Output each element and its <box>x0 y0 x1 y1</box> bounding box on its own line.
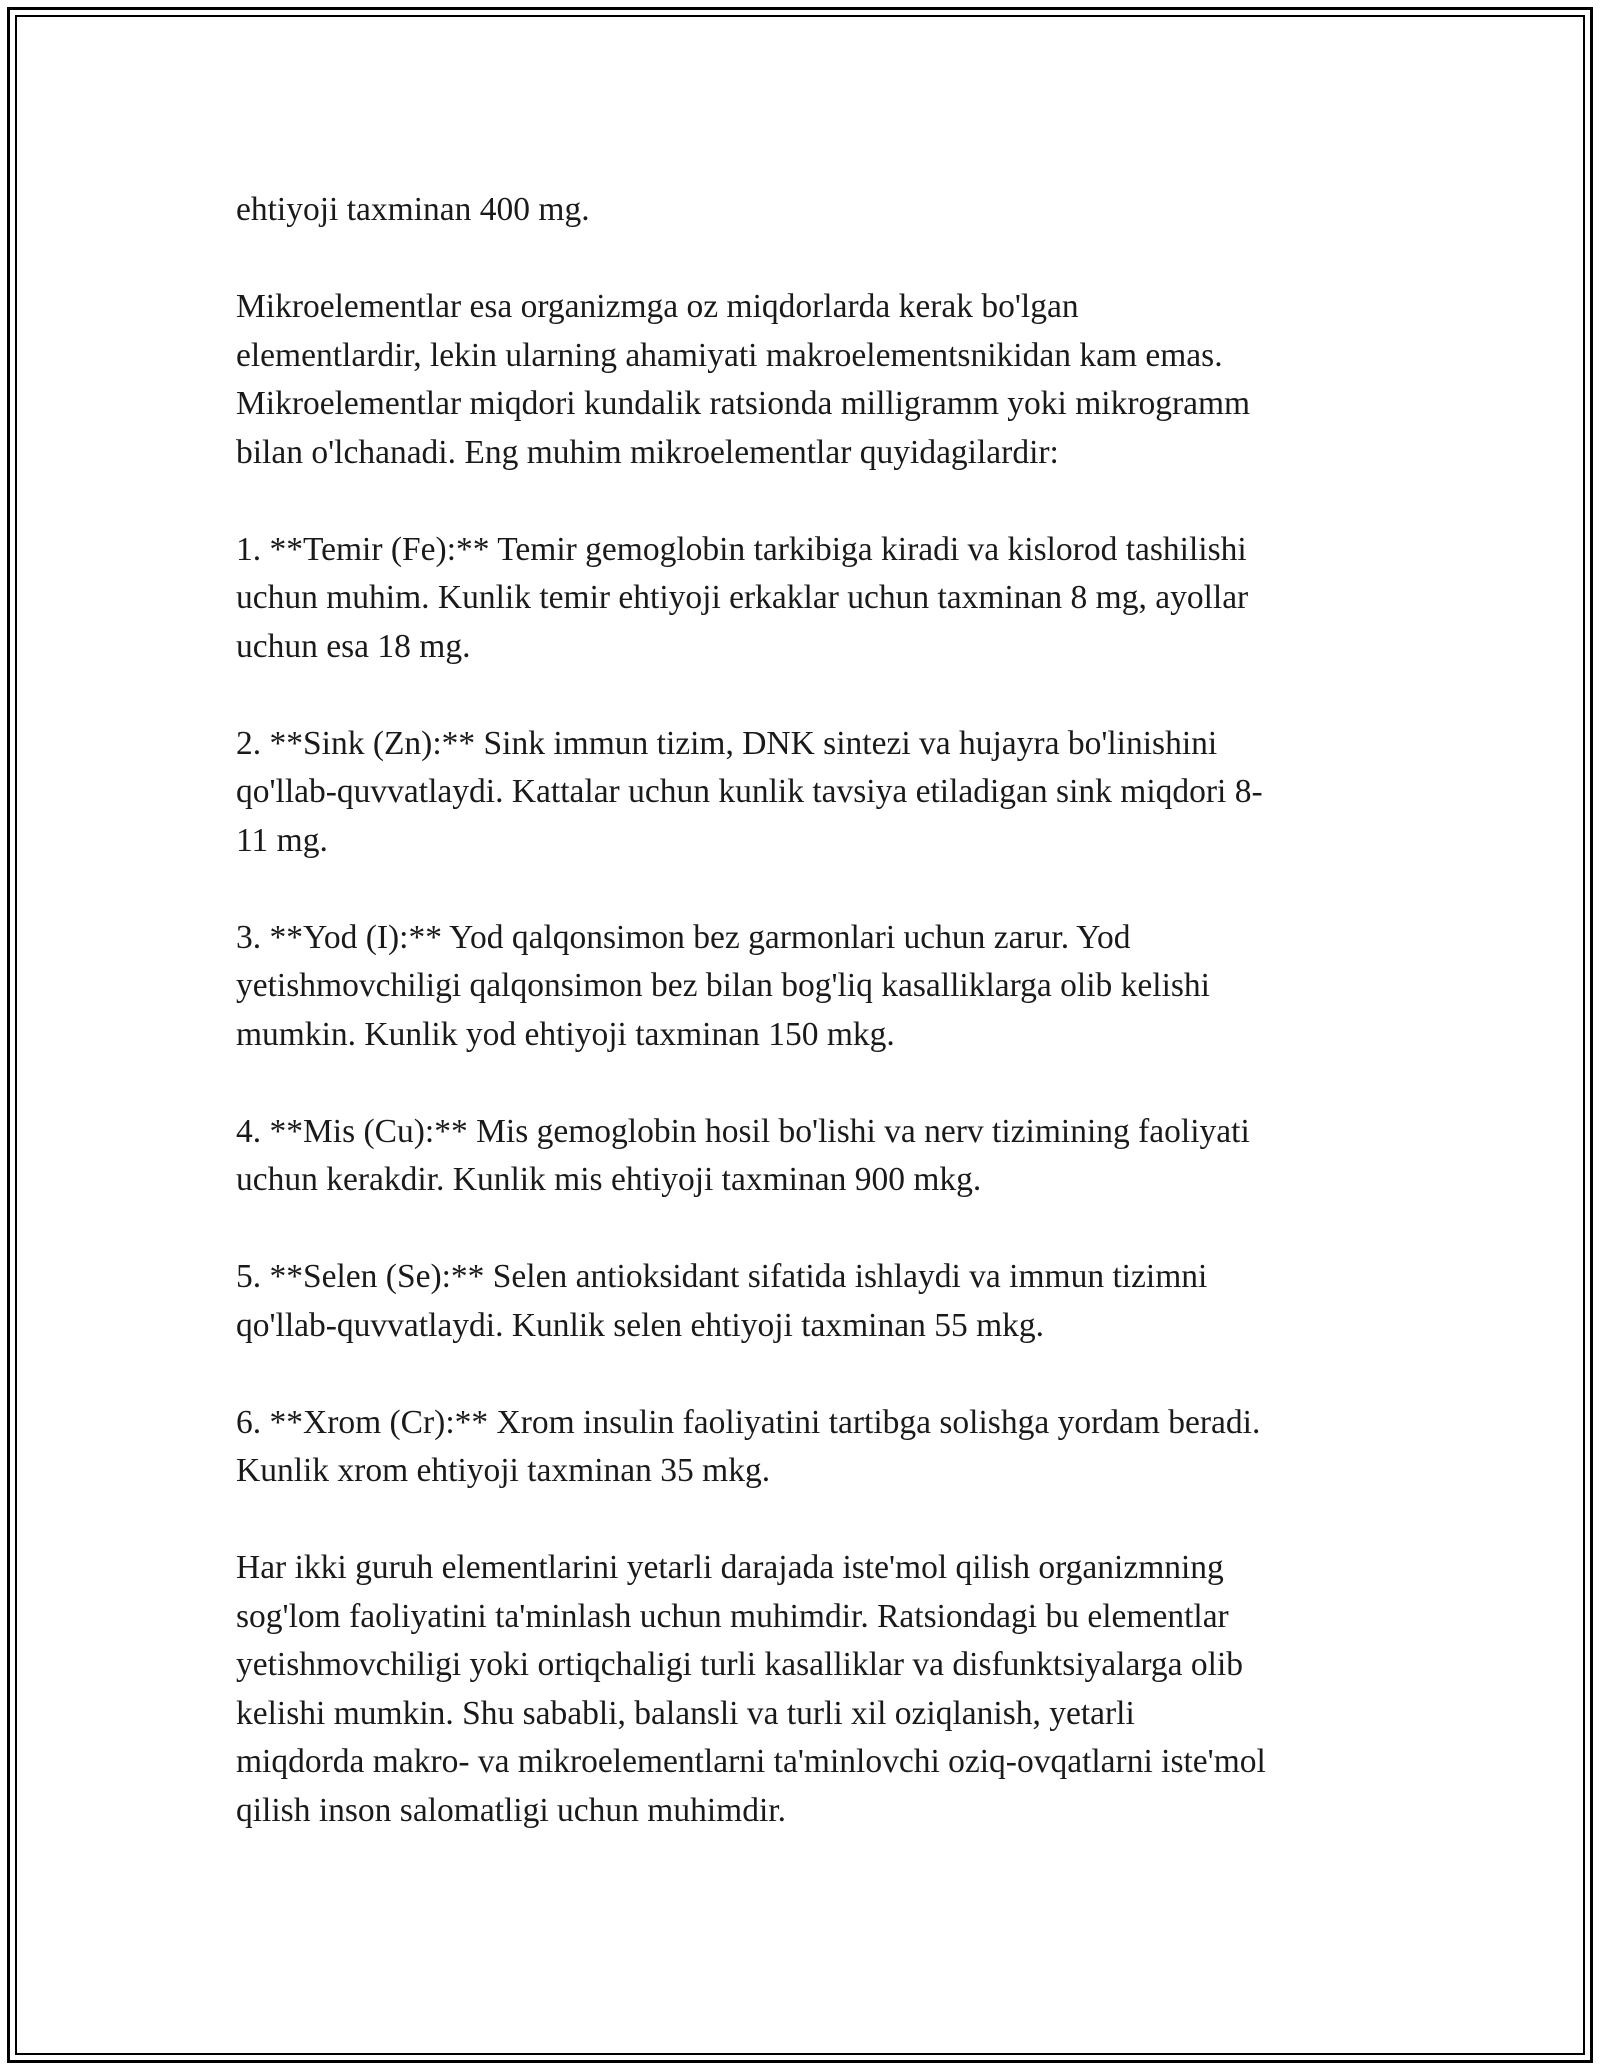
paragraph-microelements-intro: Mikroelementlar esa organizmga oz miqdorlarda kerak bo'lgan elementlardir, lekin ularning ahamiyati makroelementsnikidan kam emas. Mikroelementlar miqdori kundalik ratsionda milligramm yoki mikrogramm bilan o'lchanadi. Eng muhim mikroelementlar quyidagilardir: <box>236 288 1251 471</box>
list-item-selenium: 5. **Selen (Se):** Selen antioksidant sifatida ishlaydi va immun tizimni qo'llab-quvvatlaydi. Kunlik selen ehtiyoji taxminan 55 mkg. <box>236 1258 1208 1344</box>
list-item-chromium: 6. **Xrom (Cr):** Xrom insulin faoliyatini tartibga solishga yordam beradi. Kunlik xrom ehtiyoji taxminan 35 mkg. <box>236 1403 1261 1489</box>
paragraph-intro-continuation: ehtiyoji taxminan 400 mg. <box>236 191 590 228</box>
list-item-iodine: 3. **Yod (I):** Yod qalqonsimon bez garmonlari uchun zarur. Yod yetishmovchiligi qalqonsimon bez bilan bog'liq kasalliklarga olib kelishi mumkin. Kunlik yod ehtiyoji taxminan 150 mkg. <box>236 918 1210 1053</box>
paragraph-conclusion: Har ikki guruh elementlarini yetarli darajada iste'mol qilish organizmning sog'lom faoliyatini ta'minlash uchun muhimdir. Ratsiondagi bu elementlar yetishmovchiligi yoki ortiqchaligi turli kasalliklar va disfunktsiyalarga olib kelishi mumkin. Shu sababli, balansli va turli xil oziqlanish, yetarli miqdorda makro- va mikroelementlarni ta'minlovchi oziq-ovqatlarni iste'mol qilish inson salomatligi uchun muhimdir. <box>236 1549 1266 1829</box>
document-body <box>236 186 1376 1884</box>
list-item-iron: 1. **Temir (Fe):** Temir gemoglobin tarkibiga kiradi va kislorod tashilishi uchun muhim. Kunlik temir ehtiyoji erkaklar uchun taxminan 8 mg, ayollar uchun esa 18 mg. <box>236 530 1249 665</box>
list-item-zinc: 2. **Sink (Zn):** Sink immun tizim, DNK sintezi va hujayra bo'linishini qo'llab-quvvatlaydi. Kattalar uchun kunlik tavsiya etiladigan sink miqdori 8- 11 mg. <box>236 724 1263 859</box>
list-item-copper: 4. **Mis (Cu):** Mis gemoglobin hosil bo'lishi va nerv tizimining faoliyati uchun kerakdir. Kunlik mis ehtiyoji taxminan 900 mkg. <box>236 1112 1250 1198</box>
